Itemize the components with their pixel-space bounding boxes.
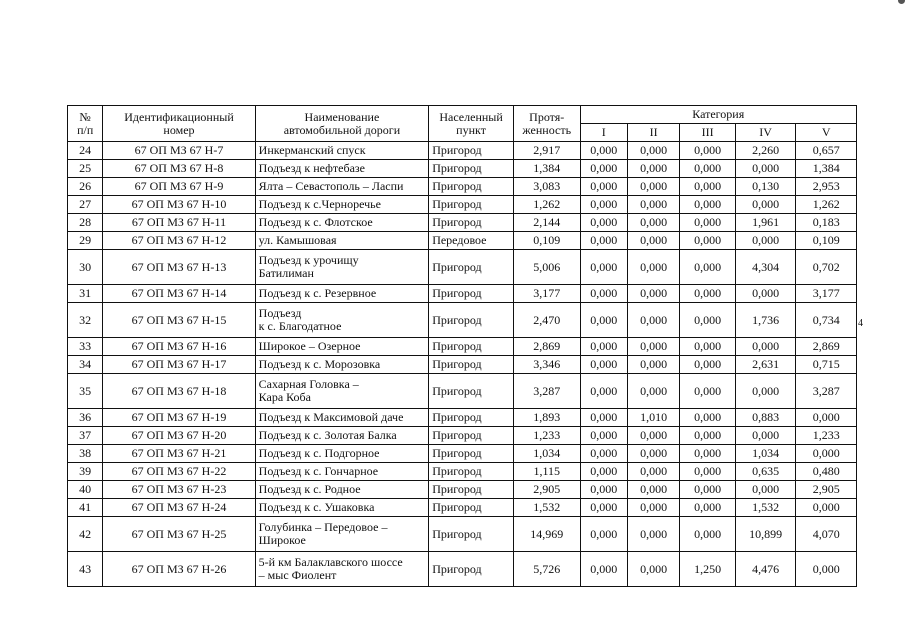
row-number: 27 [68, 196, 103, 214]
row-category-1: 0,000 [580, 250, 627, 285]
row-category-5: 0,109 [796, 232, 857, 250]
table-row [68, 232, 857, 250]
row-length: 5,726 [513, 552, 580, 587]
row-name: Подъезд к Максимовой даче [255, 409, 429, 427]
row-category-1: 0,000 [580, 303, 627, 338]
table-body [68, 142, 857, 587]
row-place: Пригород [429, 338, 514, 356]
row-category-3: 0,000 [680, 285, 735, 303]
row-category-4: 1,034 [735, 445, 796, 463]
row-category-2: 0,000 [627, 214, 679, 232]
row-category-4: 10,899 [735, 517, 796, 552]
row-name: Подъезд к с. Резервное [255, 285, 429, 303]
row-category-2: 0,000 [627, 517, 679, 552]
row-category-1: 0,000 [580, 178, 627, 196]
row-category-3: 0,000 [680, 178, 735, 196]
row-category-1: 0,000 [580, 409, 627, 427]
row-category-4: 0,000 [735, 285, 796, 303]
table-row [68, 481, 857, 499]
row-id: 67 ОП МЗ 67 Н-23 [103, 481, 255, 499]
header-category-5: V [796, 124, 857, 142]
table-row [68, 499, 857, 517]
row-place: Пригород [429, 214, 514, 232]
row-name: Подъезд к с. Морозовка [255, 356, 429, 374]
header-category: Категория [580, 106, 856, 124]
row-id: 67 ОП МЗ 67 Н-7 [103, 142, 255, 160]
row-length: 1,384 [513, 160, 580, 178]
row-category-1: 0,000 [580, 374, 627, 409]
row-category-1: 0,000 [580, 481, 627, 499]
row-category-4: 1,532 [735, 499, 796, 517]
row-place: Пригород [429, 427, 514, 445]
row-category-2: 0,000 [627, 303, 679, 338]
row-category-1: 0,000 [580, 427, 627, 445]
row-category-2: 0,000 [627, 285, 679, 303]
row-name: ул. Камышовая [255, 232, 429, 250]
row-place: Пригород [429, 178, 514, 196]
table-row [68, 338, 857, 356]
header-length-text: Протя- женность [522, 109, 572, 137]
row-number: 38 [68, 445, 103, 463]
row-category-2: 0,000 [627, 232, 679, 250]
row-category-4: 0,000 [735, 160, 796, 178]
table-row [68, 214, 857, 232]
table-row [68, 374, 857, 409]
row-name: Подъезд к с. Флотское [255, 214, 429, 232]
row-category-4: 4,476 [735, 552, 796, 587]
row-category-3: 0,000 [680, 142, 735, 160]
row-id: 67 ОП МЗ 67 Н-14 [103, 285, 255, 303]
row-number: 34 [68, 356, 103, 374]
row-category-5: 1,384 [796, 160, 857, 178]
row-category-5: 4,070 [796, 517, 857, 552]
table-row [68, 463, 857, 481]
row-number: 40 [68, 481, 103, 499]
row-category-4: 0,000 [735, 427, 796, 445]
row-category-5: 0,702 [796, 250, 857, 285]
row-id: 67 ОП МЗ 67 Н-11 [103, 214, 255, 232]
row-number: 26 [68, 178, 103, 196]
row-id: 67 ОП МЗ 67 Н-9 [103, 178, 255, 196]
row-place: Пригород [429, 517, 514, 552]
row-category-3: 0,000 [680, 445, 735, 463]
row-place: Пригород [429, 285, 514, 303]
row-category-4: 0,000 [735, 481, 796, 499]
row-category-2: 0,000 [627, 463, 679, 481]
row-id: 67 ОП МЗ 67 Н-17 [103, 356, 255, 374]
row-place: Пригород [429, 481, 514, 499]
row-category-4: 0,130 [735, 178, 796, 196]
header-category-4: IV [735, 124, 796, 142]
row-category-2: 0,000 [627, 196, 679, 214]
row-category-5: 2,869 [796, 338, 857, 356]
row-category-1: 0,000 [580, 232, 627, 250]
row-length: 2,470 [513, 303, 580, 338]
row-category-2: 0,000 [627, 338, 679, 356]
table-row [68, 196, 857, 214]
table-row [68, 285, 857, 303]
row-number: 29 [68, 232, 103, 250]
row-place: Пригород [429, 409, 514, 427]
row-number: 31 [68, 285, 103, 303]
row-place: Пригород [429, 142, 514, 160]
header-num [68, 106, 103, 142]
row-name: Подъезд к с. Подгорное [255, 445, 429, 463]
row-id: 67 ОП МЗ 67 Н-13 [103, 250, 255, 285]
row-length: 2,869 [513, 338, 580, 356]
row-category-1: 0,000 [580, 142, 627, 160]
row-id: 67 ОП МЗ 67 Н-21 [103, 445, 255, 463]
row-id: 67 ОП МЗ 67 Н-12 [103, 232, 255, 250]
row-number: 42 [68, 517, 103, 552]
header-category-1: I [580, 124, 627, 142]
row-length: 1,532 [513, 499, 580, 517]
row-category-2: 1,010 [627, 409, 679, 427]
row-category-4: 4,304 [735, 250, 796, 285]
row-place: Пригород [429, 356, 514, 374]
table-row [68, 409, 857, 427]
row-length: 0,109 [513, 232, 580, 250]
row-name: Подъезд к нефтебазе [255, 160, 429, 178]
row-category-1: 0,000 [580, 285, 627, 303]
row-category-4: 0,000 [735, 374, 796, 409]
row-category-3: 0,000 [680, 214, 735, 232]
corner-mark [898, 0, 905, 4]
row-name: Подъезд к с. Родное [255, 481, 429, 499]
row-place: Пригород [429, 499, 514, 517]
row-place: Пригород [429, 552, 514, 587]
row-category-3: 0,000 [680, 409, 735, 427]
row-id: 67 ОП МЗ 67 Н-20 [103, 427, 255, 445]
row-place: Передовое [429, 232, 514, 250]
row-id: 67 ОП МЗ 67 Н-26 [103, 552, 255, 587]
row-category-3: 0,000 [680, 356, 735, 374]
row-length: 3,177 [513, 285, 580, 303]
row-category-3: 0,000 [680, 427, 735, 445]
row-place: Пригород [429, 303, 514, 338]
row-category-5: 1,262 [796, 196, 857, 214]
row-category-3: 0,000 [680, 232, 735, 250]
row-length: 1,233 [513, 427, 580, 445]
row-category-3: 0,000 [680, 463, 735, 481]
row-category-2: 0,000 [627, 374, 679, 409]
row-category-4: 0,000 [735, 232, 796, 250]
row-category-3: 1,250 [680, 552, 735, 587]
row-category-1: 0,000 [580, 356, 627, 374]
row-place: Пригород [429, 374, 514, 409]
row-length: 1,893 [513, 409, 580, 427]
row-id: 67 ОП МЗ 67 Н-8 [103, 160, 255, 178]
row-category-2: 0,000 [627, 142, 679, 160]
row-number: 30 [68, 250, 103, 285]
table-row [68, 303, 857, 338]
row-id: 67 ОП МЗ 67 Н-24 [103, 499, 255, 517]
row-category-2: 0,000 [627, 445, 679, 463]
row-category-4: 1,961 [735, 214, 796, 232]
row-category-1: 0,000 [580, 552, 627, 587]
table-row [68, 517, 857, 552]
row-name: Инкерманский спуск [255, 142, 429, 160]
row-category-5: 0,000 [796, 445, 857, 463]
row-length: 5,006 [513, 250, 580, 285]
row-category-2: 0,000 [627, 499, 679, 517]
row-length: 3,346 [513, 356, 580, 374]
margin-mark: 4 [858, 318, 863, 329]
row-category-4: 0,635 [735, 463, 796, 481]
row-category-5: 0,734 [796, 303, 857, 338]
row-length: 2,905 [513, 481, 580, 499]
header-length [513, 106, 580, 142]
row-category-4: 0,000 [735, 196, 796, 214]
table-row [68, 250, 857, 285]
row-category-4: 2,260 [735, 142, 796, 160]
row-category-2: 0,000 [627, 356, 679, 374]
row-category-2: 0,000 [627, 552, 679, 587]
row-name: Подъезд к с.Черноречье [255, 196, 429, 214]
row-length: 2,144 [513, 214, 580, 232]
header-id-text: Идентификационный номер [124, 109, 234, 137]
row-category-2: 0,000 [627, 427, 679, 445]
header-id [103, 106, 255, 142]
row-category-3: 0,000 [680, 250, 735, 285]
row-category-2: 0,000 [627, 160, 679, 178]
row-category-3: 0,000 [680, 481, 735, 499]
row-number: 28 [68, 214, 103, 232]
row-place: Пригород [429, 196, 514, 214]
row-number: 43 [68, 552, 103, 587]
table-row [68, 445, 857, 463]
row-id: 67 ОП МЗ 67 Н-15 [103, 303, 255, 338]
row-name: Сахарная Головка – Кара Коба [255, 374, 429, 409]
row-name: 5-й км Балаклавского шоссе – мыс Фиолент [255, 552, 429, 587]
row-category-2: 0,000 [627, 250, 679, 285]
row-category-1: 0,000 [580, 196, 627, 214]
row-category-1: 0,000 [580, 499, 627, 517]
row-category-5: 0,000 [796, 552, 857, 587]
table-row [68, 142, 857, 160]
row-place: Пригород [429, 160, 514, 178]
row-category-5: 0,183 [796, 214, 857, 232]
row-category-3: 0,000 [680, 499, 735, 517]
row-number: 37 [68, 427, 103, 445]
row-category-3: 0,000 [680, 374, 735, 409]
row-number: 36 [68, 409, 103, 427]
row-category-4: 0,883 [735, 409, 796, 427]
row-category-1: 0,000 [580, 463, 627, 481]
header-name-text: Наименование автомобильной дороги [283, 109, 401, 137]
row-name: Голубинка – Передовое – Широкое [255, 517, 429, 552]
row-name: Подъезд к с. Золотая Балка [255, 427, 429, 445]
row-category-5: 0,000 [796, 409, 857, 427]
row-name: Подъезд к с. Гончарное [255, 463, 429, 481]
row-name: Подъезд к с. Благодатное [255, 303, 429, 338]
row-category-1: 0,000 [580, 445, 627, 463]
row-number: 39 [68, 463, 103, 481]
row-id: 67 ОП МЗ 67 Н-18 [103, 374, 255, 409]
row-category-5: 3,177 [796, 285, 857, 303]
row-number: 25 [68, 160, 103, 178]
row-id: 67 ОП МЗ 67 Н-19 [103, 409, 255, 427]
row-length: 3,287 [513, 374, 580, 409]
roads-table [67, 105, 857, 587]
row-name: Подъезд к урочищу Батилиман [255, 250, 429, 285]
row-name: Ялта – Севастополь – Ласпи [255, 178, 429, 196]
row-length: 1,115 [513, 463, 580, 481]
row-category-5: 2,905 [796, 481, 857, 499]
row-id: 67 ОП МЗ 67 Н-16 [103, 338, 255, 356]
row-id: 67 ОП МЗ 67 Н-22 [103, 463, 255, 481]
row-number: 33 [68, 338, 103, 356]
row-length: 1,262 [513, 196, 580, 214]
header-place [429, 106, 514, 142]
row-place: Пригород [429, 250, 514, 285]
row-category-1: 0,000 [580, 214, 627, 232]
row-category-4: 1,736 [735, 303, 796, 338]
row-category-5: 0,000 [796, 499, 857, 517]
header-place-text: Населенный пункт [439, 109, 503, 137]
row-category-5: 3,287 [796, 374, 857, 409]
row-number: 35 [68, 374, 103, 409]
row-number: 32 [68, 303, 103, 338]
row-place: Пригород [429, 463, 514, 481]
row-category-4: 2,631 [735, 356, 796, 374]
table-row [68, 178, 857, 196]
row-name: Подъезд к с. Ушаковка [255, 499, 429, 517]
row-place: Пригород [429, 445, 514, 463]
header-category-3: III [680, 124, 735, 142]
row-length: 2,917 [513, 142, 580, 160]
row-category-2: 0,000 [627, 178, 679, 196]
row-id: 67 ОП МЗ 67 Н-10 [103, 196, 255, 214]
table-row [68, 160, 857, 178]
table-header [68, 106, 857, 142]
row-category-1: 0,000 [580, 338, 627, 356]
row-category-3: 0,000 [680, 338, 735, 356]
row-category-5: 0,715 [796, 356, 857, 374]
row-number: 24 [68, 142, 103, 160]
row-length: 3,083 [513, 178, 580, 196]
header-name [255, 106, 429, 142]
row-category-5: 0,657 [796, 142, 857, 160]
table-row [68, 427, 857, 445]
row-category-3: 0,000 [680, 517, 735, 552]
row-category-4: 0,000 [735, 338, 796, 356]
row-name: Широкое – Озерное [255, 338, 429, 356]
row-category-3: 0,000 [680, 303, 735, 338]
row-category-5: 2,953 [796, 178, 857, 196]
row-category-5: 1,233 [796, 427, 857, 445]
row-length: 14,969 [513, 517, 580, 552]
row-category-3: 0,000 [680, 196, 735, 214]
row-length: 1,034 [513, 445, 580, 463]
row-id: 67 ОП МЗ 67 Н-25 [103, 517, 255, 552]
row-number: 41 [68, 499, 103, 517]
row-category-1: 0,000 [580, 160, 627, 178]
row-category-1: 0,000 [580, 517, 627, 552]
row-category-2: 0,000 [627, 481, 679, 499]
header-category-2: II [627, 124, 679, 142]
table-row [68, 552, 857, 587]
table-row [68, 356, 857, 374]
row-category-5: 0,480 [796, 463, 857, 481]
row-category-3: 0,000 [680, 160, 735, 178]
header-num-text: № п/п [77, 109, 94, 137]
